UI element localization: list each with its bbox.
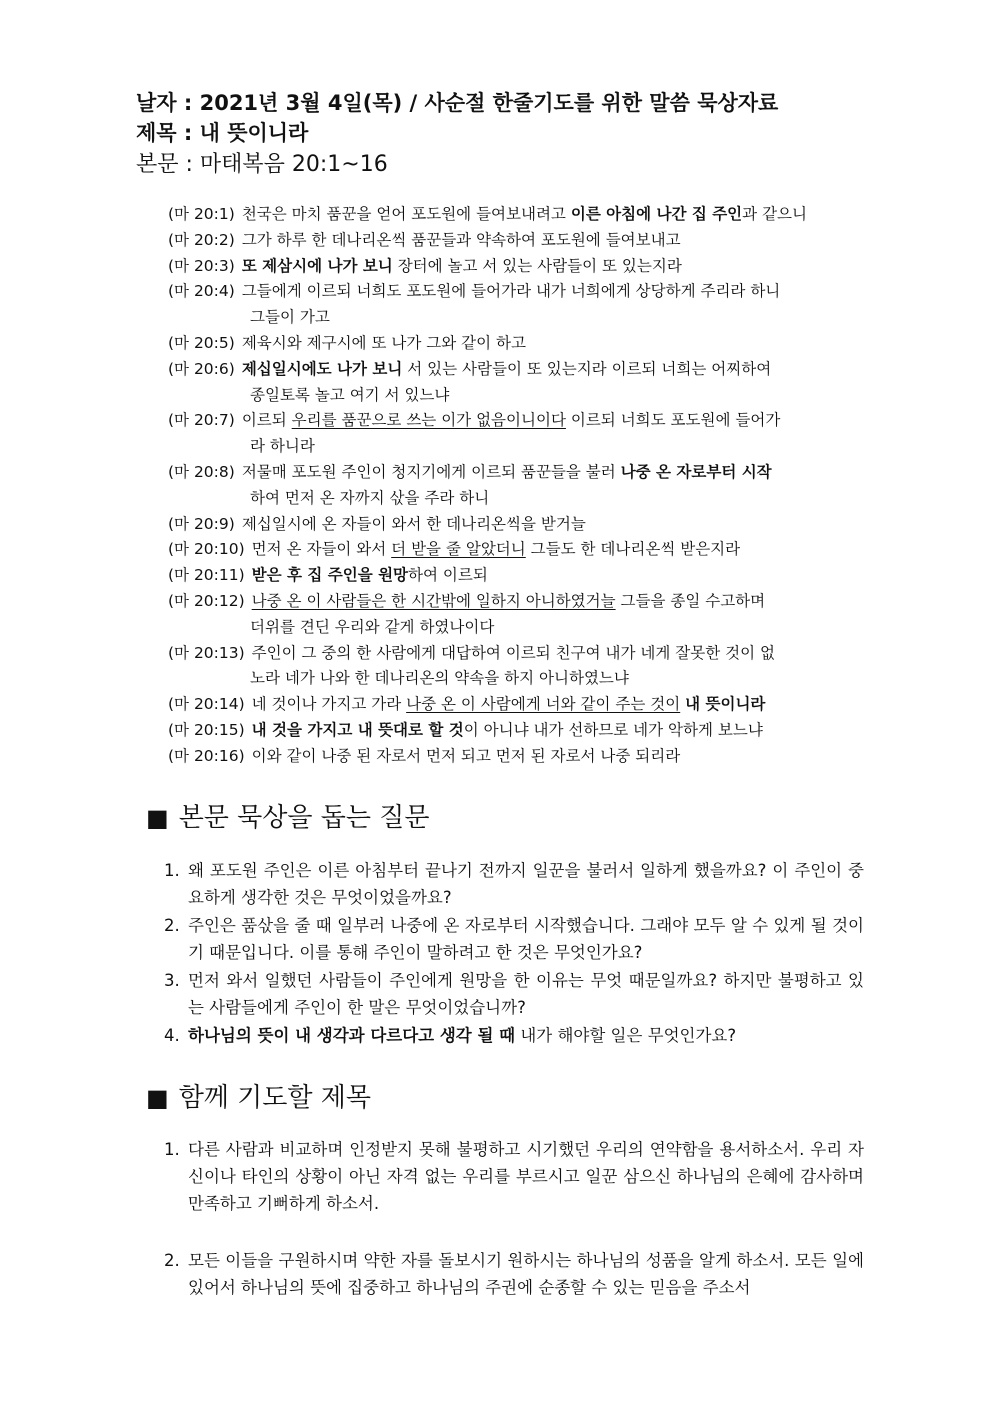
- text-run: 이르되 너희도 포도원에 들어가: [565, 411, 781, 430]
- verse-reference: (마 20:6): [168, 359, 235, 378]
- prayer-title-text: 함께 기도할 제목: [178, 1083, 372, 1113]
- text-run: 왜 포도원 주인은 이른 아침부터 끝나기 전까지 일꾼을 불러서 일하게 했을까요? 이 주인이 중요하게 생각한 것은 무엇이었을까요?: [188, 861, 864, 907]
- bold-text: 내 뜻이니라: [685, 695, 766, 714]
- verse-continuation: 그들이 가고: [250, 308, 330, 327]
- text-run: 그들에게 이르되 너희도 포도원에 들어가라 내가 너희에게 상당하게 주리라 하니: [241, 282, 781, 301]
- verse-text: [242, 357, 858, 383]
- verse-line: [168, 279, 858, 305]
- list-number: 1.: [164, 1140, 180, 1159]
- list-number: 2.: [164, 916, 180, 935]
- text-run: 이와 같이 나중 된 자로서 먼저 되고 먼저 된 자로서 나중 되리라: [251, 746, 681, 765]
- bold-text: 나중 온 자로부터 시작: [620, 462, 772, 481]
- underlined-text: 나중 온 이 사람에게 너와 같이 주는 것이: [406, 695, 681, 714]
- list-text: [188, 857, 864, 911]
- verse-text: [252, 718, 858, 744]
- text-run: 다른 사람과 비교하며 인정받지 못해 불평하고 시기했던 우리의 연약함을 용서하소서. 우리 자신이나 타인의 상황이 아닌 자격 없는 우리를 부르시고 일꾼 삼으신 하나님의 은혜에 감사하며 만족하고 기뻐하게 하소서.: [188, 1140, 864, 1213]
- text-run: 저물매 포도원 주인이 청지기에게 이르되 품꾼들을 불러: [241, 462, 621, 481]
- list-item: [164, 1247, 864, 1301]
- text-run: 이 아니냐 내가 선하므로 네가 악하게 보느냐: [463, 720, 763, 739]
- list-text: [188, 912, 864, 966]
- verse-continuation: 종일토록 놀고 여기 서 있느냐: [250, 385, 450, 404]
- verse-reference: (마 20:12): [168, 591, 245, 610]
- verse-line: [168, 408, 858, 434]
- verse-text: [242, 460, 858, 486]
- verse-text: [242, 202, 858, 228]
- verse-reference: (마 20:8): [168, 462, 235, 481]
- list-item: [164, 1136, 864, 1217]
- verse-continuation: 라 하니라: [250, 437, 315, 456]
- text-run: 네 것이나 가지고 가라: [251, 695, 407, 714]
- list-item: [164, 1022, 864, 1049]
- title-line: 제목 : 내 뜻이니라: [136, 121, 309, 145]
- underlined-text: 더 받을 줄 알았더니: [391, 540, 526, 559]
- verse-line: [168, 357, 858, 383]
- verse-text: [242, 254, 858, 280]
- verse-line: [168, 589, 858, 615]
- text-run: 그들도 한 데나리온씩 받은지라: [525, 540, 741, 559]
- verse-reference: (마 20:10): [168, 540, 245, 559]
- text-run: 그가 하루 한 데나리온씩 품꾼들과 약속하여 포도원에 들여보내고: [241, 230, 681, 249]
- verse-text: [252, 692, 858, 718]
- text-run: 과 같으니: [742, 205, 807, 223]
- verse-line: [168, 512, 858, 538]
- verse-reference: (마 20:14): [168, 695, 245, 714]
- verse-reference: (마 20:16): [168, 746, 245, 765]
- list-text: [188, 1247, 864, 1301]
- bold-text: 하나님의 뜻이 내 생각과 다르다고 생각 될 때: [188, 1026, 516, 1045]
- verse-reference: (마 20:5): [168, 333, 235, 352]
- verse-line: [168, 744, 858, 770]
- list-number: 3.: [164, 971, 180, 990]
- list-text: [188, 1022, 864, 1049]
- text-run: 먼저 온 자까지 삯을 주라 하니: [279, 488, 490, 507]
- text-run: 먼저 와서 일했던 사람들이 주인에게 원망을 한 이유는 무엇 때문일까요? 하지만 불평하고 있는 사람들에게 주인이 한 말은 무엇이었습니까?: [188, 971, 864, 1017]
- verse-text: [242, 228, 858, 254]
- text-run: 장터에 놀고 서 있는 사람들이 또 있는지라: [392, 256, 682, 275]
- list-number: 2.: [164, 1251, 180, 1270]
- list-text: [188, 1136, 864, 1217]
- verse-line: [168, 641, 858, 667]
- verse-text: [252, 537, 858, 563]
- verse-reference: (마 20:2): [168, 230, 235, 249]
- document-header: [136, 88, 778, 181]
- text-run: 천국은 마치 품꾼을 얻어 포도원에 들여보내려고: [241, 205, 571, 223]
- verse-text: [242, 512, 858, 538]
- list-item: [164, 912, 864, 966]
- verse-text: [252, 641, 858, 667]
- verse-reference: (마 20:7): [168, 411, 235, 430]
- verse-text: [252, 744, 858, 770]
- list-number: 1.: [164, 861, 180, 880]
- prayer-list: [164, 1136, 864, 1302]
- bold-text: 내 것을 가지고 내 뜻대로 할 것: [251, 720, 464, 739]
- verse-reference: (마 20:3): [168, 256, 235, 275]
- bold-text: 이른 아침에 나간 집 주인: [570, 205, 743, 223]
- text-run: 주인은 품삯을 줄 때 일부러 나중에 온 자로부터 시작했습니다. 그래야 모두 알 수 있게 될 것이기 때문입니다. 이를 통해 주인이 말하려고 한 것은 무엇인가요?: [188, 916, 864, 962]
- text-run: 이르되: [241, 411, 292, 430]
- list-number: 4.: [164, 1026, 180, 1045]
- text-run: 제십일시에 온 자들이 와서 한 데나리온씩을 받거늘: [241, 514, 586, 533]
- verse-line: [168, 331, 858, 357]
- verse-text: [252, 589, 858, 615]
- verse-reference: (마 20:4): [168, 282, 235, 301]
- scripture-passage: [168, 202, 858, 770]
- verse-line: [168, 692, 858, 718]
- text-run: 그들을 종일 수고하며: [615, 591, 766, 610]
- verse-line: [168, 202, 858, 228]
- square-bullet-icon: ■: [146, 1084, 169, 1112]
- text-run: 먼저 온 자들이 와서: [251, 540, 392, 559]
- bold-text: 또 제삼시에 나가 보니: [241, 256, 393, 275]
- questions-list: [164, 857, 864, 1050]
- verse-reference: (마 20:9): [168, 514, 235, 533]
- square-bullet-icon: ■: [146, 804, 169, 832]
- verse-reference: (마 20:11): [168, 566, 245, 585]
- verse-reference: (마 20:15): [168, 720, 245, 739]
- bold-text: 제십일시에도 나가 보니: [241, 359, 403, 378]
- list-text: [188, 967, 864, 1021]
- passage-line: 본문 : 마태복음 20:1~16: [136, 152, 388, 177]
- text-run: 모든 이들을 구원하시며 약한 자를 돌보시기 원하시는 하나님의 성품을 알게 하소서. 모든 일에 있어서 하나님의 뜻에 집중하고 하나님의 주권에 순종할 수 있는 믿음을 주소서: [188, 1251, 864, 1297]
- verse-line: [168, 254, 858, 280]
- prayer-section-title: [146, 1080, 371, 1116]
- text-run: 서 있는 사람들이 또 있는지라 이르되 너희는 어찌하여: [402, 359, 772, 378]
- verse-line: [168, 228, 858, 254]
- underlined-text: 우리를 품꾼으로 쓰는 이가 없음이니이다: [291, 411, 566, 430]
- questions-title-text: 본문 묵상을 돕는 질문: [178, 803, 430, 833]
- text-run: 제육시와 제구시에 또 나가 그와 같이 하고: [241, 333, 526, 352]
- verse-text: [252, 563, 858, 589]
- verse-continuation: 더위를 견딘 우리와 같게 하였나이다: [250, 617, 495, 636]
- list-item: [164, 857, 864, 911]
- verse-text: [242, 331, 858, 357]
- verse-continuation: 노라 네가 나와 한 데나리온의 약속을 하지 아니하였느냐: [250, 669, 629, 688]
- text-run: 주인이 그 중의 한 사람에게 대답하여 이르되 친구여 내가 네게 잘못한 것이 없: [251, 643, 775, 662]
- bold-text: 하여: [250, 488, 280, 507]
- bold-text: 받은 후 집 주인을 원망: [251, 566, 409, 585]
- list-item: [164, 967, 864, 1021]
- verse-text: [242, 408, 858, 434]
- verse-line: [168, 460, 858, 486]
- text-run: 내가 해야할 일은 무엇인가요?: [515, 1026, 737, 1045]
- verse-line: [168, 563, 858, 589]
- date-line: 날자 : 2021년 3월 4일(목) / 사순절 한줄기도를 위한 말씀 묵상자료: [136, 91, 779, 115]
- text-run: 하여 이르되: [408, 566, 488, 585]
- questions-section-title: [146, 800, 430, 836]
- verse-text: [242, 279, 858, 305]
- underlined-text: 나중 온 이 사람들은 한 시간밖에 일하지 아니하였거늘: [251, 591, 616, 610]
- verse-continuation: [168, 486, 858, 512]
- verse-reference: (마 20:13): [168, 643, 245, 662]
- verse-line: [168, 718, 858, 744]
- verse-line: [168, 537, 858, 563]
- verse-reference: (마 20:1): [168, 205, 235, 223]
